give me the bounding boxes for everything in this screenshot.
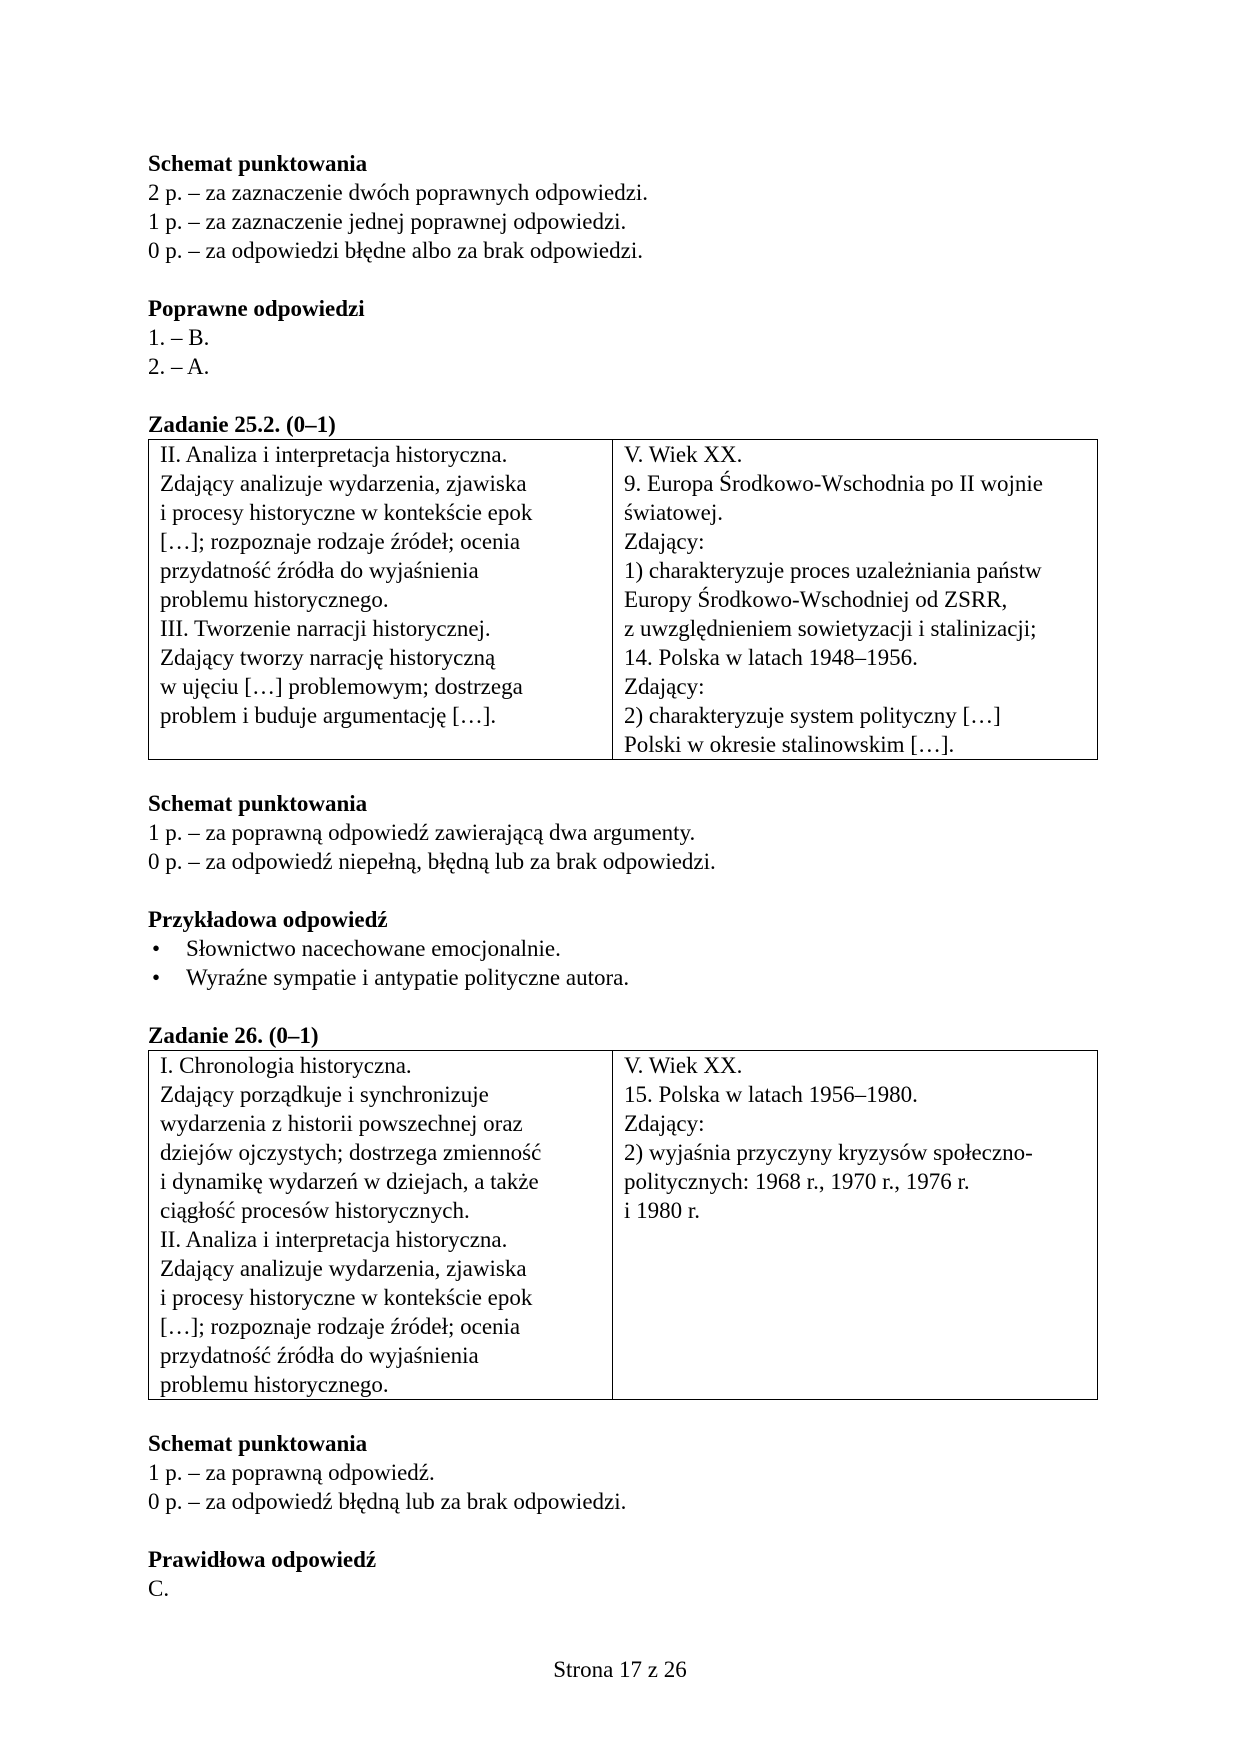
cell-line: przydatność źródła do wyjaśnienia bbox=[160, 1343, 479, 1368]
scoring-line: 0 p. – za odpowiedź niepełną, błędną lub za brak odpowiedzi. bbox=[148, 849, 716, 874]
document-page bbox=[148, 149, 1096, 1603]
list-item bbox=[148, 934, 1096, 963]
task-title: Zadanie 26. (0–1) bbox=[148, 1023, 319, 1048]
cell-line: Zdający porządkuje i synchronizuje bbox=[160, 1082, 489, 1107]
section-heading: Schemat punktowania bbox=[148, 1431, 368, 1456]
answer-bullet-list bbox=[148, 934, 1096, 992]
cell-line: Zdający tworzy narrację historyczną bbox=[160, 645, 496, 670]
general-requirements-cell bbox=[149, 440, 613, 760]
cell-line: 14. Polska w latach 1948–1956. bbox=[624, 645, 918, 670]
section-heading: Przykładowa odpowiedź bbox=[148, 907, 388, 932]
cell-line: I. Chronologia historyczna. bbox=[160, 1053, 412, 1078]
cell-line: V. Wiek XX. bbox=[624, 442, 743, 467]
cell-line: światowej. bbox=[624, 500, 724, 525]
list-item-text: Słownictwo nacechowane emocjonalnie. bbox=[186, 936, 561, 961]
cell-line: Zdający: bbox=[624, 674, 705, 699]
scoring-line: 2 p. – za zaznaczenie dwóch poprawnych odpowiedzi. bbox=[148, 180, 649, 205]
section-heading: Prawidłowa odpowiedź bbox=[148, 1547, 377, 1572]
answer-line: 1. – B. bbox=[148, 325, 210, 350]
cell-line: politycznych: 1968 r., 1970 r., 1976 r. bbox=[624, 1169, 970, 1194]
cell-line: II. Analiza i interpretacja historyczna. bbox=[160, 1227, 508, 1252]
cell-line: Europy Środkowo-Wschodniej od ZSRR, bbox=[624, 587, 1008, 612]
answer-line: C. bbox=[148, 1576, 170, 1601]
cell-line: 2) charakteryzuje system polityczny […] bbox=[624, 703, 1001, 728]
cell-line: Zdający: bbox=[624, 1111, 705, 1136]
cell-line: 2) wyjaśnia przyczyny kryzysów społeczno- bbox=[624, 1140, 1033, 1165]
cell-line: wydarzenia z historii powszechnej oraz bbox=[160, 1111, 523, 1136]
cell-line: problem i buduje argumentację […]. bbox=[160, 703, 497, 728]
cell-line: i dynamikę wydarzeń w dziejach, a także bbox=[160, 1169, 539, 1194]
cell-line: Zdający analizuje wydarzenia, zjawiska bbox=[160, 1256, 527, 1281]
page-number: Strona 17 z 26 bbox=[553, 1657, 687, 1682]
cell-line: problemu historycznego. bbox=[160, 587, 389, 612]
scoring-line: 0 p. – za odpowiedź błędną lub za brak odpowiedzi. bbox=[148, 1489, 627, 1514]
section-heading: Schemat punktowania bbox=[148, 791, 368, 816]
task-26-section bbox=[148, 1021, 1096, 1400]
general-requirements-cell bbox=[149, 1051, 613, 1400]
cell-line: w ujęciu […] problemowym; dostrzega bbox=[160, 674, 523, 699]
cell-line: problemu historycznego. bbox=[160, 1372, 389, 1397]
scoring-line: 0 p. – za odpowiedzi błędne albo za brak odpowiedzi. bbox=[148, 238, 643, 263]
list-item-text: Wyraźne sympatie i antypatie polityczne autora. bbox=[186, 965, 630, 990]
bullet-icon: • bbox=[152, 965, 161, 990]
correct-answers-section bbox=[148, 294, 1096, 381]
answer-line: 2. – A. bbox=[148, 354, 210, 379]
scoring-scheme-section bbox=[148, 149, 1096, 265]
table-row bbox=[149, 1051, 1098, 1400]
cell-line: Zdający analizuje wydarzenia, zjawiska bbox=[160, 471, 527, 496]
cell-line: ciągłość procesów historycznych. bbox=[160, 1198, 470, 1223]
scoring-line: 1 p. – za poprawną odpowiedź zawierającą dwa argumenty. bbox=[148, 820, 696, 845]
task-25-2-section bbox=[148, 410, 1096, 760]
section-heading: Poprawne odpowiedzi bbox=[148, 296, 365, 321]
cell-line: z uwzględnieniem sowietyzacji i stalinizacji; bbox=[624, 616, 1037, 641]
cell-line: 15. Polska w latach 1956–1980. bbox=[624, 1082, 918, 1107]
correct-answer-section bbox=[148, 1545, 1096, 1603]
sample-answer-section bbox=[148, 905, 1096, 992]
task-title: Zadanie 25.2. (0–1) bbox=[148, 412, 336, 437]
detailed-requirements-cell bbox=[613, 1051, 1098, 1400]
table-row bbox=[149, 440, 1098, 760]
cell-line: […]; rozpoznaje rodzaje źródeł; ocenia bbox=[160, 529, 521, 554]
cell-line: dziejów ojczystych; dostrzega zmienność bbox=[160, 1140, 542, 1165]
scoring-scheme-section bbox=[148, 1429, 1096, 1516]
scoring-line: 1 p. – za poprawną odpowiedź. bbox=[148, 1460, 435, 1485]
cell-line: przydatność źródła do wyjaśnienia bbox=[160, 558, 479, 583]
cell-line: III. Tworzenie narracji historycznej. bbox=[160, 616, 491, 641]
cell-line: Polski w okresie stalinowskim […]. bbox=[624, 732, 955, 757]
cell-line: i 1980 r. bbox=[624, 1198, 701, 1223]
cell-line: […]; rozpoznaje rodzaje źródeł; ocenia bbox=[160, 1314, 521, 1339]
scoring-scheme-section bbox=[148, 789, 1096, 876]
cell-line: 1) charakteryzuje proces uzależniania państw bbox=[624, 558, 1042, 583]
task-requirements-table bbox=[148, 439, 1098, 760]
bullet-icon: • bbox=[152, 936, 161, 961]
scoring-line: 1 p. – za zaznaczenie jednej poprawnej odpowiedzi. bbox=[148, 209, 627, 234]
cell-line: V. Wiek XX. bbox=[624, 1053, 743, 1078]
cell-line: II. Analiza i interpretacja historyczna. bbox=[160, 442, 508, 467]
task-requirements-table bbox=[148, 1050, 1098, 1400]
cell-line: Zdający: bbox=[624, 529, 705, 554]
cell-line: i procesy historyczne w kontekście epok bbox=[160, 500, 533, 525]
cell-line: i procesy historyczne w kontekście epok bbox=[160, 1285, 533, 1310]
list-item bbox=[148, 963, 1096, 992]
detailed-requirements-cell bbox=[613, 440, 1098, 760]
section-heading: Schemat punktowania bbox=[148, 151, 368, 176]
cell-line: 9. Europa Środkowo-Wschodnia po II wojnie bbox=[624, 471, 1044, 496]
